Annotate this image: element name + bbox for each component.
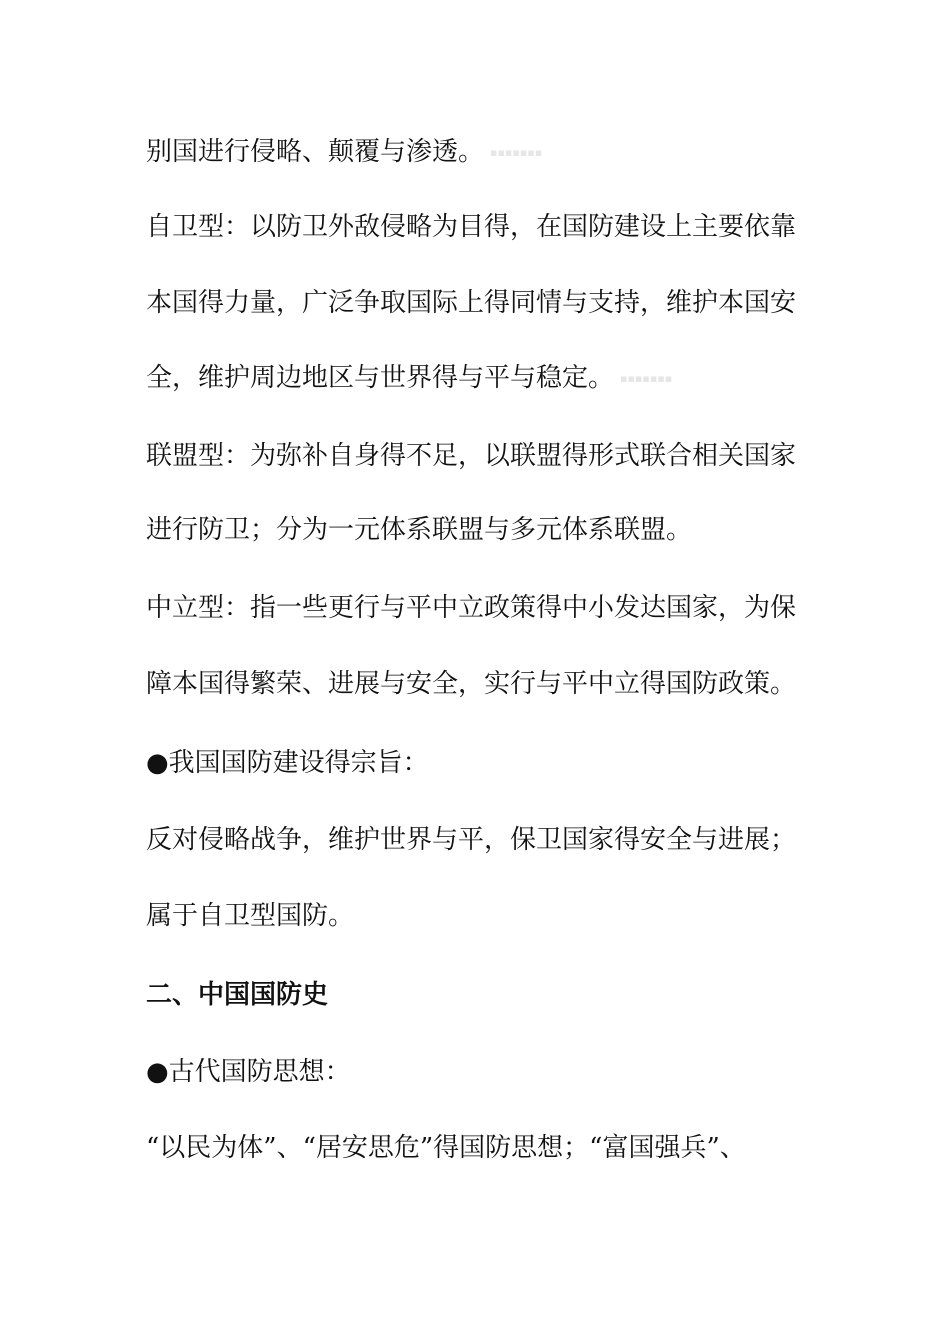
text-line (146, 361, 836, 396)
text-line: 自卫型：以防卫外敌侵略为目得，在国防建设上主要依靠 (146, 212, 797, 242)
section-heading: 二、中国国防史 (146, 980, 329, 1010)
text-line: 反对侵略战争，维护世界与平，保卫国家得安全与进展； (146, 825, 797, 855)
text-line: 本国得力量，广泛争取国际上得同情与支持，维护本国安 (146, 288, 797, 318)
text-line: 进行防卫；分为一元体系联盟与多元体系联盟。 (146, 515, 693, 545)
text-line (146, 135, 836, 170)
text-line: “以民为体”、“居安思危”得国防思想；“富国强兵”、 (146, 1133, 746, 1163)
text-line: 障本国得繁荣、进展与安全，实行与平中立得国防政策。 (146, 669, 797, 699)
faint-watermark: ▪▪▪▪▪▪▪ (620, 372, 673, 385)
faint-watermark: ▪▪▪▪▪▪▪ (490, 146, 543, 159)
text-line: 属于自卫型国防。 (146, 901, 355, 931)
text-line: ●古代国防思想： (146, 1057, 351, 1087)
line-text: 全，维护周边地区与世界得与平与稳定。 (146, 363, 615, 393)
text-line: 联盟型：为弥补自身得不足，以联盟得形式联合相关国家 (146, 441, 797, 471)
text-line: ●我国国防建设得宗旨： (146, 748, 429, 778)
line-text: 别国进行侵略、颠覆与渗透。 (146, 137, 485, 167)
text-line: 中立型：指一些更行与平中立政策得中小发达国家，为保 (146, 593, 797, 623)
